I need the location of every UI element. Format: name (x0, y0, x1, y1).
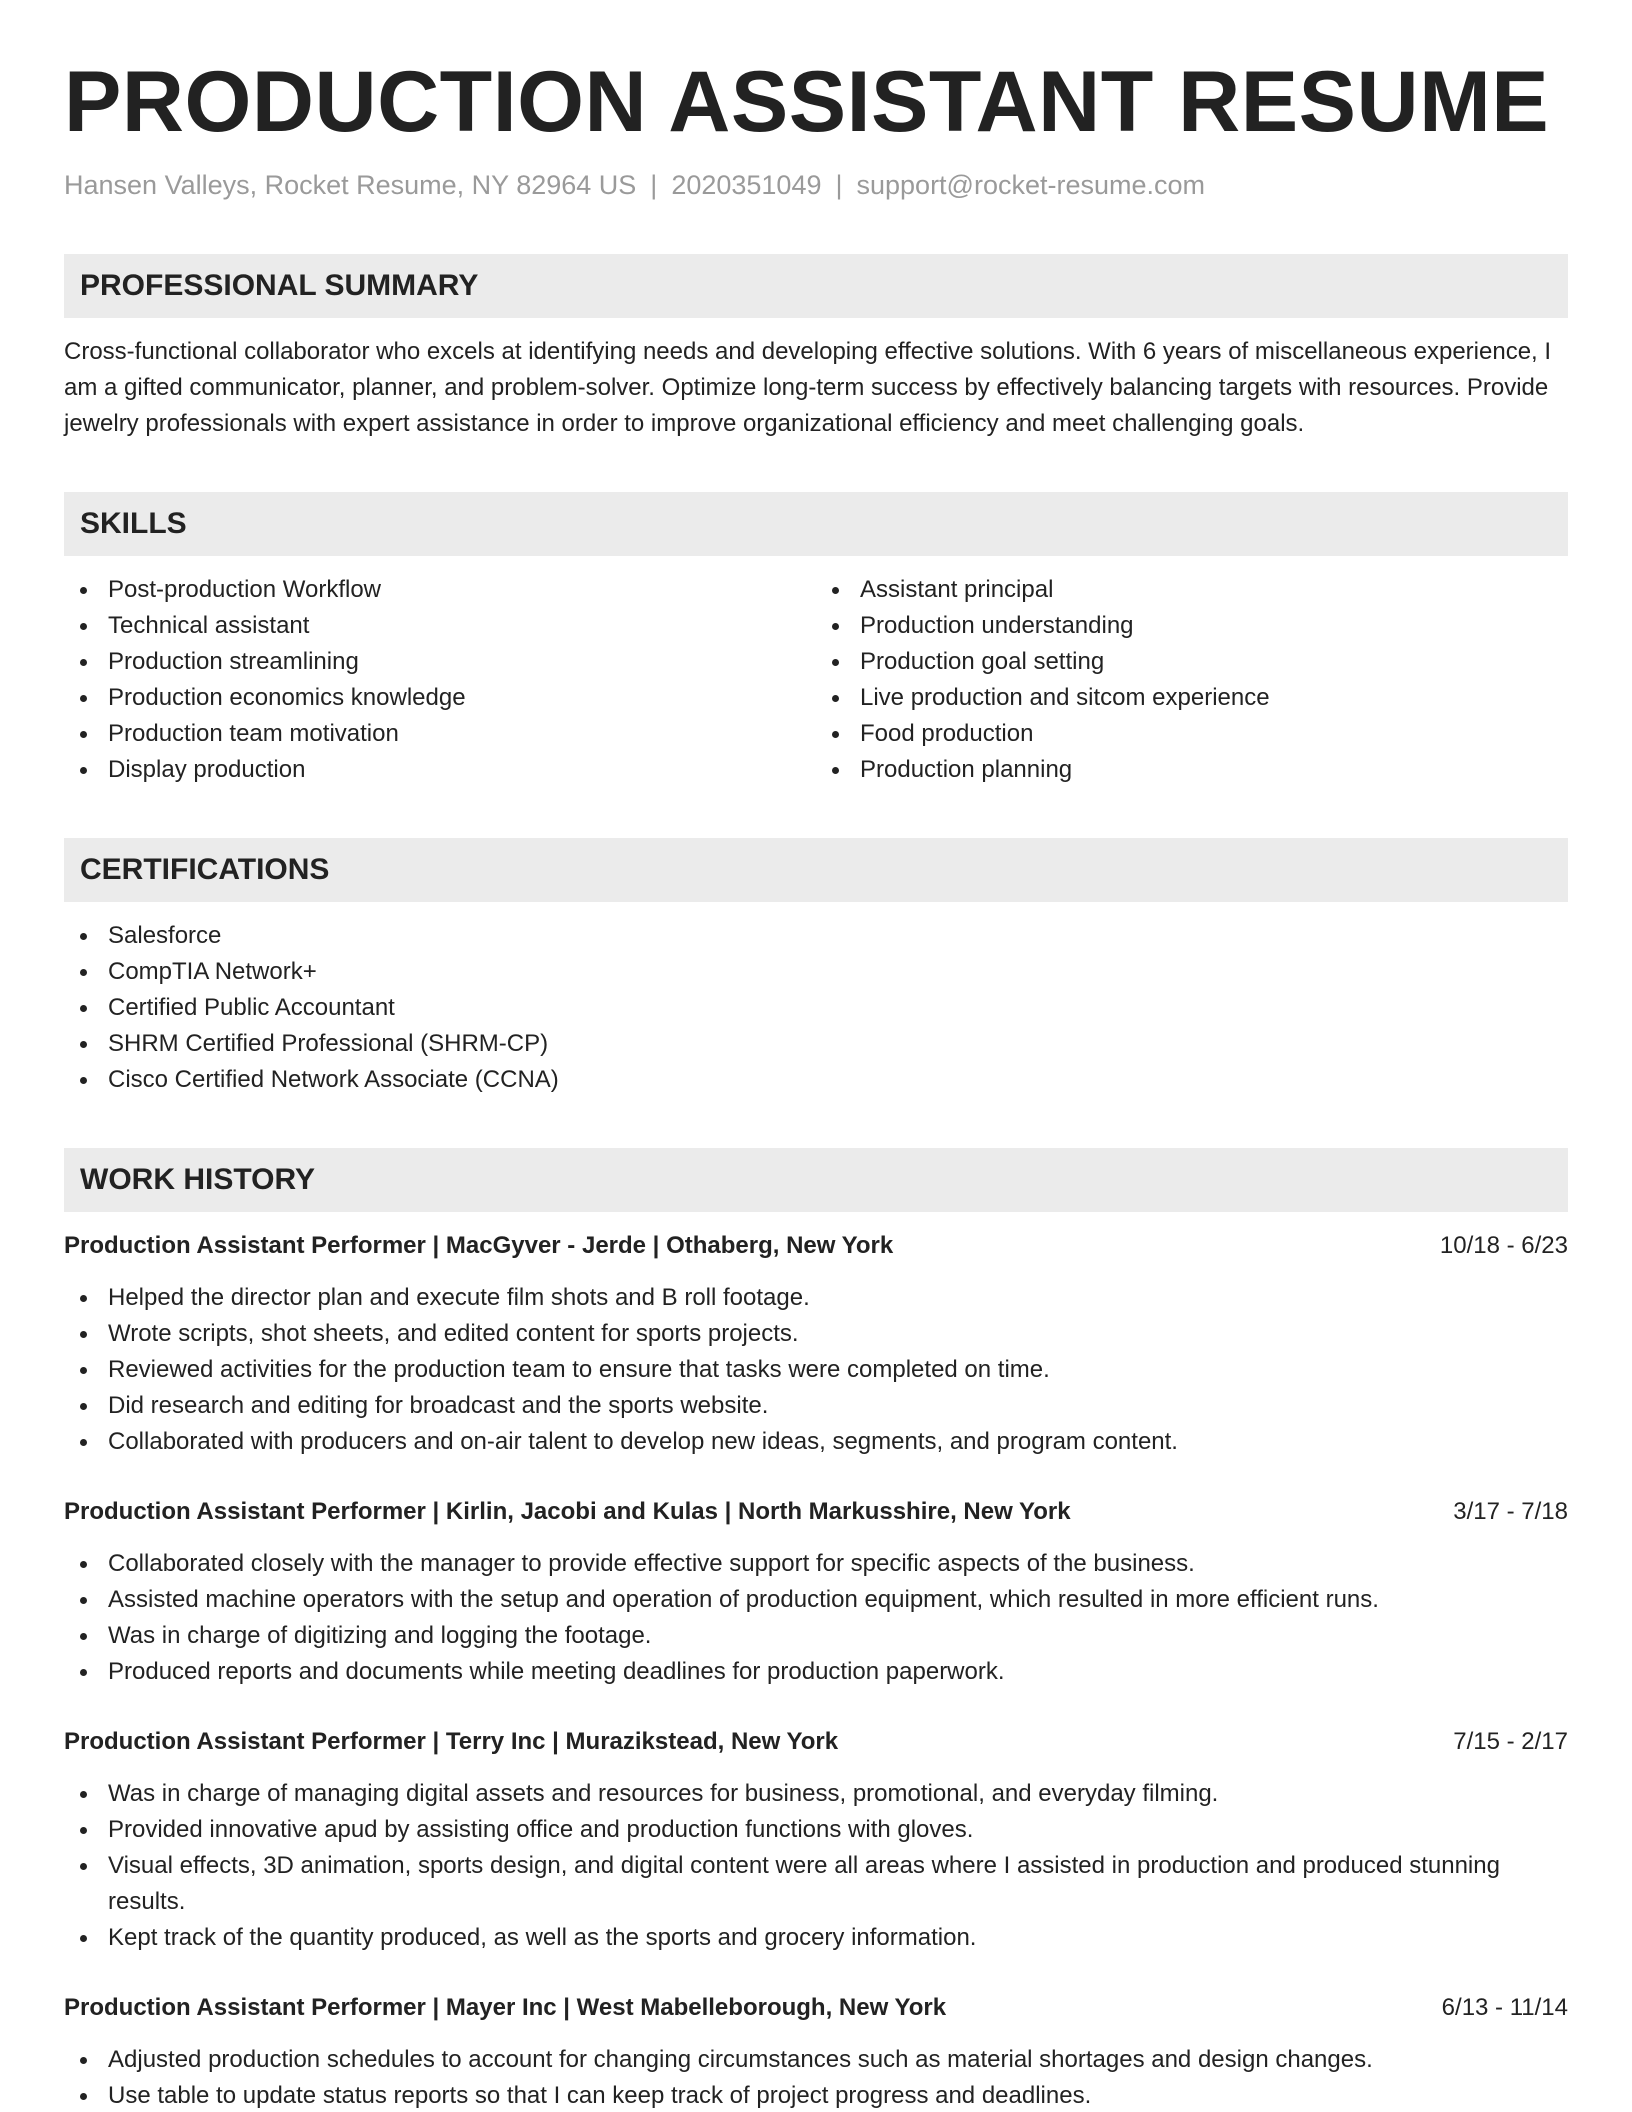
job-bullet: Collaborated with producers and on-air talent to develop new ideas, segments, and program content. (64, 1424, 1568, 1460)
skill-item: Production economics knowledge (64, 680, 816, 716)
skill-item: Production understanding (816, 608, 1568, 644)
job-entry (64, 1494, 1568, 1690)
certification-item: Salesforce (64, 918, 1568, 954)
skill-item: Production planning (816, 752, 1568, 788)
skill-item: Live production and sitcom experience (816, 680, 1568, 716)
skill-item: Post-production Workflow (64, 572, 816, 608)
job-title: Production Assistant Performer | Mayer Inc | West Mabelleborough, New York (64, 1994, 947, 2021)
skill-item: Technical assistant (64, 608, 816, 644)
skills-column-right (816, 556, 1568, 788)
skill-item: Display production (64, 752, 816, 788)
skill-item: Production goal setting (816, 644, 1568, 680)
job-dates: 7/15 - 2/17 (1453, 1728, 1568, 1755)
summary-text: Cross-functional collaborator who excels at identifying needs and developing effective solutions. With 6 years of miscellaneous experience, I am a gifted communicator, planner, and problem-solver. Optimize long-term success by effectively balancing targets with resources. Provide jewelry professionals with expert assistance in order to improve organizational efficiency and meet challenging goals. (64, 338, 1552, 437)
job-bullet: Helped the director plan and execute film shots and B roll footage. (64, 1280, 1568, 1316)
certification-item: CompTIA Network+ (64, 954, 1568, 990)
resume-title: PRODUCTION ASSISTANT RESUME (64, 54, 1550, 150)
skills-list-left (64, 572, 816, 788)
job-bullets (64, 1280, 1568, 1460)
job-bullets (64, 1776, 1568, 1956)
section-heading-summary: PROFESSIONAL SUMMARY (64, 254, 1568, 318)
job-entry (64, 1990, 1568, 2112)
job-header (64, 1724, 1568, 1760)
contact-line (64, 168, 1568, 202)
job-dates: 10/18 - 6/23 (1439, 1232, 1568, 1259)
skill-item: Assistant principal (816, 572, 1568, 608)
section-heading-certifications: CERTIFICATIONS (64, 838, 1568, 902)
job-bullets (64, 2042, 1568, 2112)
job-bullet: Provided innovative apud by assisting office and production functions with gloves. (64, 1812, 1568, 1848)
skills-list-right (816, 572, 1568, 788)
certification-item: Cisco Certified Network Associate (CCNA) (64, 1062, 1568, 1098)
contact-separator: | (835, 170, 843, 200)
job-bullet: Use table to update status reports so that I can keep track of project progress and deadlines. (64, 2078, 1568, 2112)
skill-item: Food production (816, 716, 1568, 752)
job-header (64, 1228, 1568, 1264)
job-bullet: Did research and editing for broadcast and the sports website. (64, 1388, 1568, 1424)
job-header (64, 1494, 1568, 1530)
section-heading-work-history: WORK HISTORY (64, 1148, 1568, 1212)
job-bullet: Kept track of the quantity produced, as well as the sports and grocery information. (64, 1920, 1568, 1956)
job-title: Production Assistant Performer | Terry Inc | Murazikstead, New York (64, 1728, 839, 1755)
job-entry (64, 1228, 1568, 1460)
job-title: Production Assistant Performer | MacGyver - Jerde | Othaberg, New York (64, 1232, 894, 1259)
job-bullet: Was in charge of digitizing and logging the footage. (64, 1618, 1568, 1654)
contact-email: support@rocket-resume.com (856, 170, 1206, 200)
contact-address: Hansen Valleys, Rocket Resume, NY 82964 US (64, 170, 637, 200)
job-bullet: Produced reports and documents while meeting deadlines for production paperwork. (64, 1654, 1568, 1690)
skills-grid (64, 556, 1568, 788)
job-entry (64, 1724, 1568, 1956)
contact-separator: | (650, 170, 658, 200)
contact-phone: 2020351049 (671, 170, 822, 200)
skill-item: Production streamlining (64, 644, 816, 680)
job-bullet: Was in charge of managing digital assets and resources for business, promotional, and everyday filming. (64, 1776, 1568, 1812)
job-dates: 3/17 - 7/18 (1453, 1498, 1568, 1525)
job-title: Production Assistant Performer | Kirlin, Jacobi and Kulas | North Markusshire, New York (64, 1498, 1071, 1525)
job-header (64, 1990, 1568, 2026)
job-bullet: Wrote scripts, shot sheets, and edited content for sports projects. (64, 1316, 1568, 1352)
certification-item: SHRM Certified Professional (SHRM-CP) (64, 1026, 1568, 1062)
skill-item: Production team motivation (64, 716, 816, 752)
job-bullet: Adjusted production schedules to account for changing circumstances such as material shortages and design changes. (64, 2042, 1568, 2078)
certifications-list (64, 918, 1568, 1098)
job-bullet: Collaborated closely with the manager to provide effective support for specific aspects of the business. (64, 1546, 1568, 1582)
job-bullets (64, 1546, 1568, 1690)
section-heading-skills: SKILLS (64, 492, 1568, 556)
skills-column-left (64, 556, 816, 788)
job-dates: 6/13 - 11/14 (1441, 1994, 1568, 2021)
job-bullet: Assisted machine operators with the setup and operation of production equipment, which resulted in more efficient runs. (64, 1582, 1568, 1618)
job-bullet: Reviewed activities for the production team to ensure that tasks were completed on time. (64, 1352, 1568, 1388)
certification-item: Certified Public Accountant (64, 990, 1568, 1026)
job-bullet: Visual effects, 3D animation, sports design, and digital content were all areas where I assisted in production and produced stunning results. (64, 1848, 1568, 1920)
